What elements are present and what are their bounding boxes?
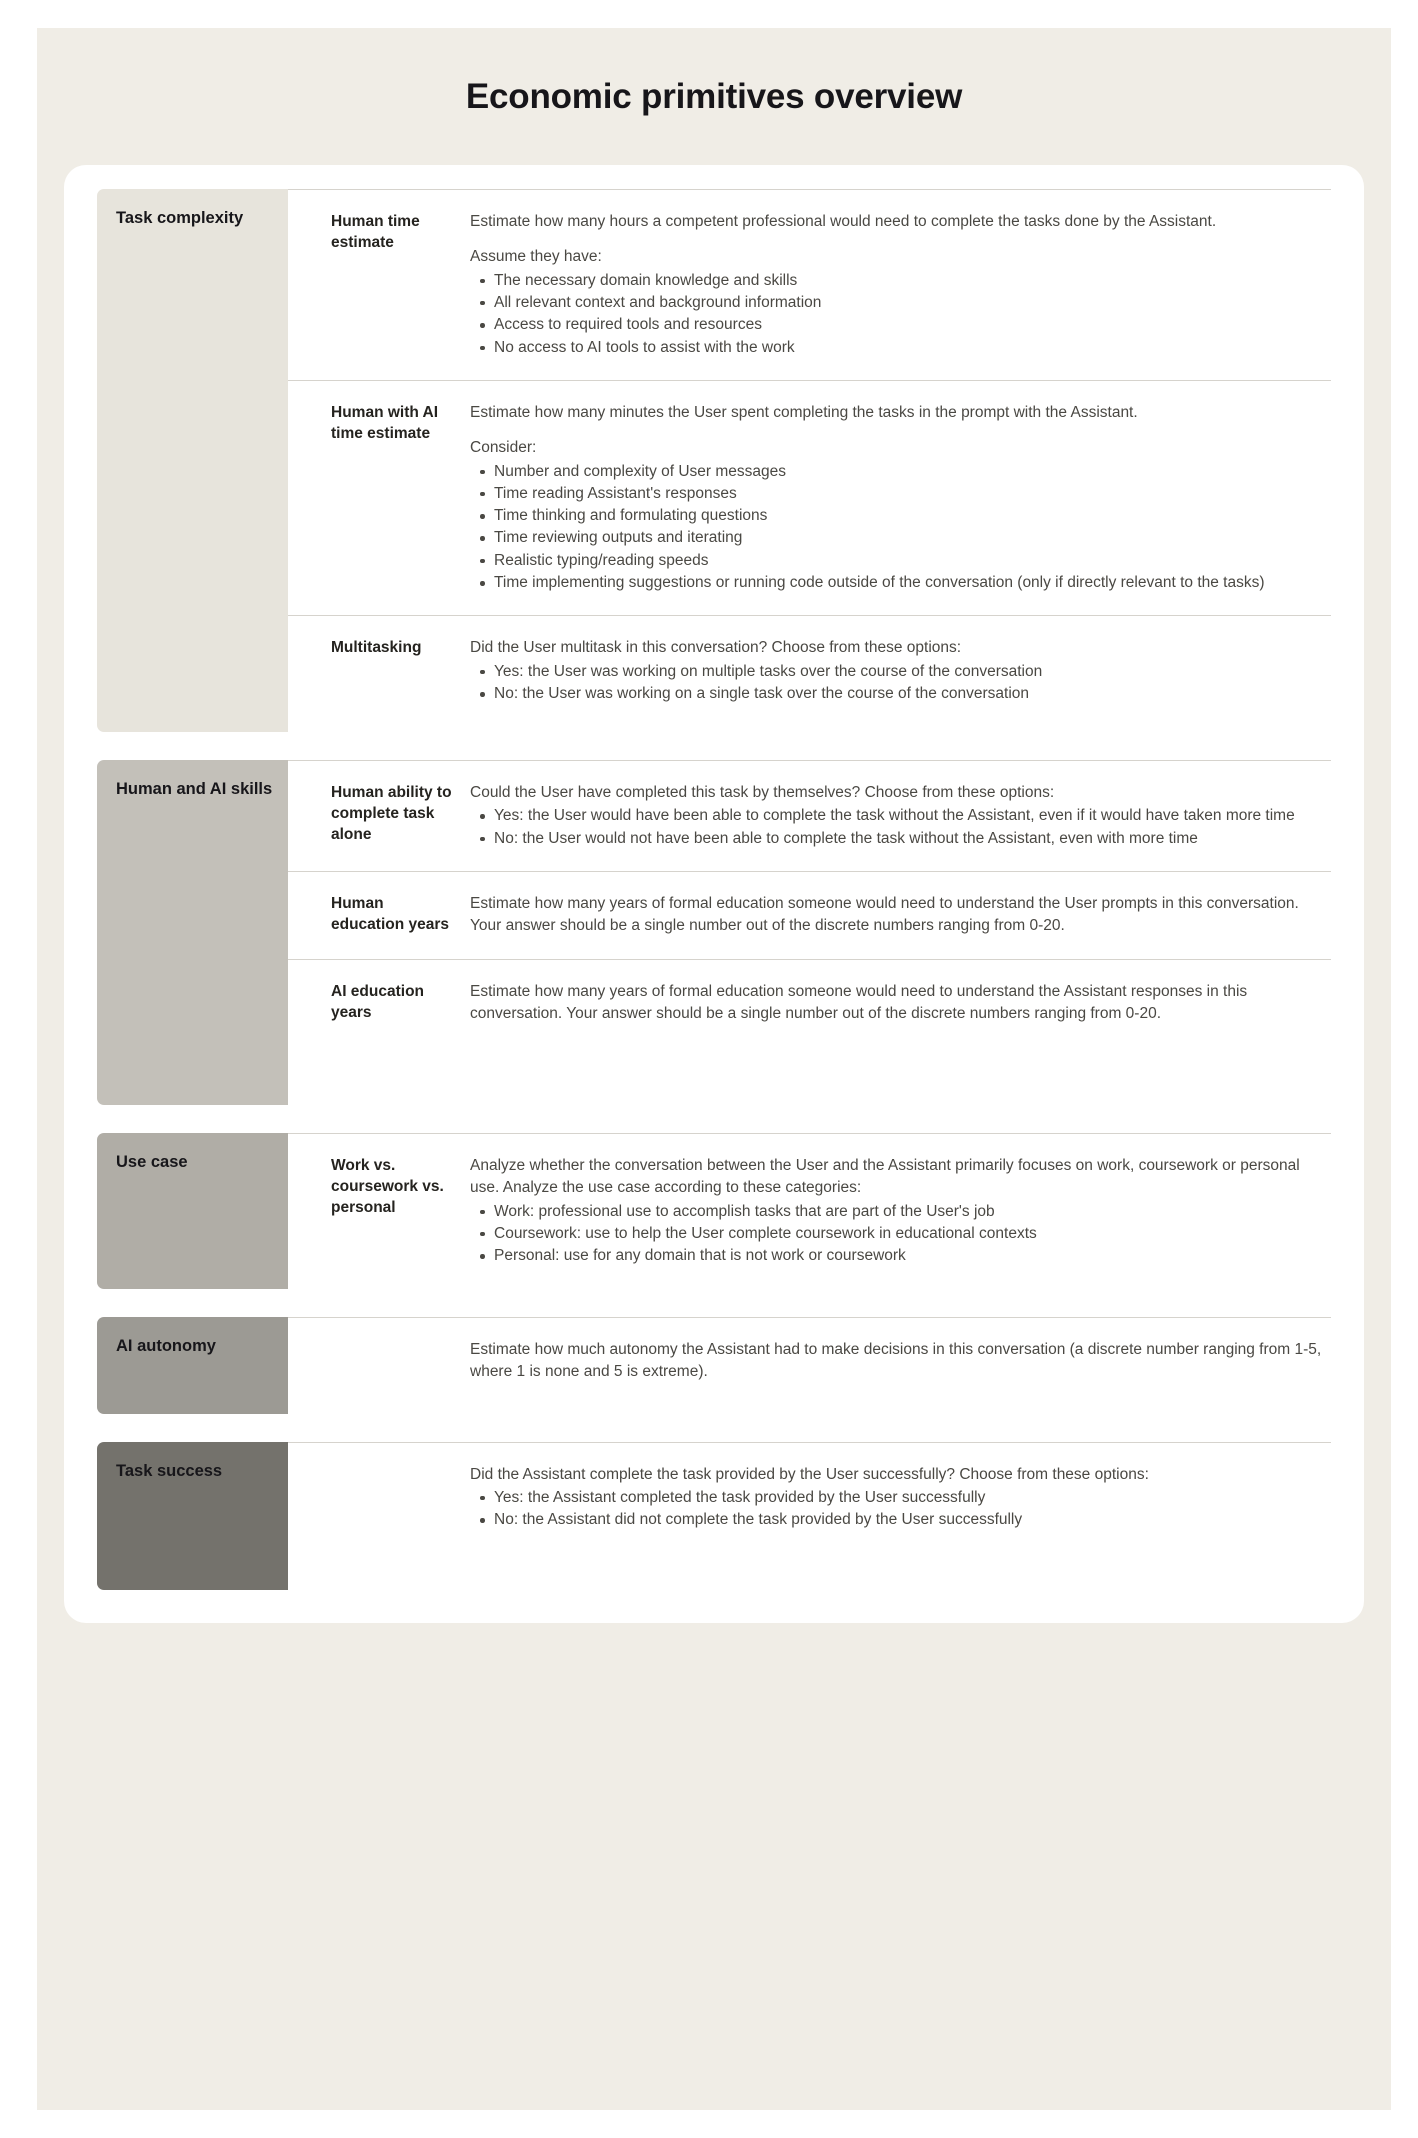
group-label-human-and-ai-skills: Human and AI skills — [97, 760, 288, 1105]
table-row — [288, 760, 1331, 871]
group-task-success — [97, 1442, 1331, 1590]
row-desc-human-time-estimate — [470, 211, 1331, 359]
list-item: Access to required tools and resources — [494, 314, 1325, 336]
table-row — [288, 380, 1331, 616]
page-title: Economic primitives overview — [465, 77, 963, 116]
table-row — [288, 615, 1331, 726]
row-lead: Consider: — [470, 439, 537, 457]
row-name-human-time-estimate: Human time estimate — [331, 213, 420, 252]
row-name-multitasking: Multitasking — [331, 639, 422, 657]
list-item: Number and complexity of User messages — [494, 461, 1325, 483]
group-rows-task-success — [288, 1442, 1331, 1590]
list-item: No: the User was working on a single task over the course of the conversation — [494, 683, 1325, 705]
list-item: No access to AI tools to assist with the work — [494, 337, 1325, 359]
list-item: Time implementing suggestions or running code outside of the conversation (only if directly relevant to the tasks) — [494, 572, 1325, 594]
group-task-complexity — [97, 189, 1331, 732]
list-item: Yes: the User would have been able to complete the task without the Assistant, even if it would have taken more time — [494, 805, 1325, 827]
list-item: Time thinking and formulating questions — [494, 505, 1325, 527]
table-row — [288, 189, 1331, 380]
row-lead: Did the User multitask in this conversation? Choose from these options: — [470, 639, 962, 657]
row-desc-multitasking — [470, 637, 1331, 705]
list-item: Personal: use for any domain that is not work or coursework — [494, 1245, 1325, 1267]
list-item: Time reviewing outputs and iterating — [494, 527, 1325, 549]
list-item: No: the User would not have been able to complete the task without the Assistant, even with more time — [494, 828, 1325, 850]
row-desc-ai-autonomy — [470, 1339, 1331, 1384]
row-desc-human-education-years — [470, 893, 1331, 938]
list-item: Yes: the User was working on multiple tasks over the course of the conversation — [494, 661, 1325, 683]
table-row — [288, 1317, 1331, 1405]
row-bullet-list — [470, 270, 1325, 359]
row-name-work-vs-coursework-vs-personal: Work vs. coursework vs. personal — [331, 1157, 444, 1217]
row-name-human-education-years: Human education years — [331, 894, 450, 934]
group-rows-human-and-ai-skills — [288, 760, 1331, 1105]
row-lead: Assume they have: — [470, 248, 602, 266]
list-item: All relevant context and background information — [494, 292, 1325, 314]
row-bullet-list — [470, 661, 1325, 706]
row-bullet-list — [470, 1201, 1325, 1268]
row-name-human-ability-to-complete-task-alone: Human ability to complete task alone — [331, 784, 452, 844]
primitives-card — [64, 165, 1364, 1623]
list-item: No: the Assistant did not complete the task provided by the User successfully — [494, 1509, 1325, 1531]
row-desc-human-with-ai-time-estimate — [470, 402, 1331, 595]
row-intro: Estimate how much autonomy the Assistant had to make decisions in this conversation (a discrete number ranging from 1-5, where 1 is none and 5 is extreme). — [470, 1340, 1322, 1380]
row-desc-work-vs-coursework-vs-personal — [470, 1155, 1331, 1268]
list-item: Realistic typing/reading speeds — [494, 550, 1325, 572]
group-rows-use-case — [288, 1133, 1331, 1289]
row-intro: Estimate how many years of formal education someone would need to understand the Assistant responses in this conversation. Your answer should be a single number out of the discrete numbers ranging from 0-20. — [470, 982, 1248, 1022]
group-use-case — [97, 1133, 1331, 1289]
group-label-use-case: Use case — [97, 1133, 288, 1289]
list-item: Yes: the Assistant completed the task provided by the User successfully — [494, 1487, 1325, 1509]
table-row — [288, 871, 1331, 959]
row-desc-ai-education-years — [470, 981, 1331, 1026]
table-row — [288, 959, 1331, 1047]
group-rows-ai-autonomy — [288, 1317, 1331, 1414]
table-row — [288, 1442, 1331, 1553]
row-lead: Did the Assistant complete the task provided by the User successfully? Choose from these options: — [470, 1465, 1149, 1483]
list-item: The necessary domain knowledge and skills — [494, 270, 1325, 292]
group-rows-task-complexity — [288, 189, 1331, 732]
row-intro: Estimate how many minutes the User spent completing the tasks in the prompt with the Assistant. — [470, 403, 1138, 421]
beige-frame — [37, 28, 1391, 2110]
list-item: Work: professional use to accomplish tasks that are part of the User's job — [494, 1201, 1325, 1223]
row-lead: Analyze whether the conversation between the User and the Assistant primarily focuses on work, coursework or personal use. Analyze the use case according to these categories: — [470, 1157, 1300, 1197]
group-human-and-ai-skills — [97, 760, 1331, 1105]
row-bullet-list — [470, 1487, 1325, 1532]
group-label-task-success: Task success — [97, 1442, 288, 1590]
table-row — [288, 1133, 1331, 1289]
row-name-ai-education-years: AI education years — [331, 982, 425, 1021]
row-desc-human-ability-to-complete-task-alone — [470, 782, 1331, 850]
row-desc-task-success — [470, 1464, 1331, 1532]
group-label-ai-autonomy: AI autonomy — [97, 1317, 288, 1414]
row-name-human-with-ai-time-estimate: Human with AI time estimate — [331, 403, 439, 442]
group-ai-autonomy — [97, 1317, 1331, 1414]
group-label-task-complexity: Task complexity — [97, 189, 288, 732]
list-item: Time reading Assistant's responses — [494, 483, 1325, 505]
row-intro: Estimate how many hours a competent professional would need to complete the tasks done by the Assistant. — [470, 213, 1217, 230]
row-bullet-list — [470, 461, 1325, 595]
row-bullet-list — [470, 805, 1325, 850]
list-item: Coursework: use to help the User complete coursework in educational contexts — [494, 1223, 1325, 1245]
row-intro: Estimate how many years of formal education someone would need to understand the User prompts in this conversation. Your answer should be a single number out of the discrete numbers ranging from 0-20. — [470, 894, 1299, 935]
row-lead: Could the User have completed this task by themselves? Choose from these options: — [470, 784, 1055, 801]
